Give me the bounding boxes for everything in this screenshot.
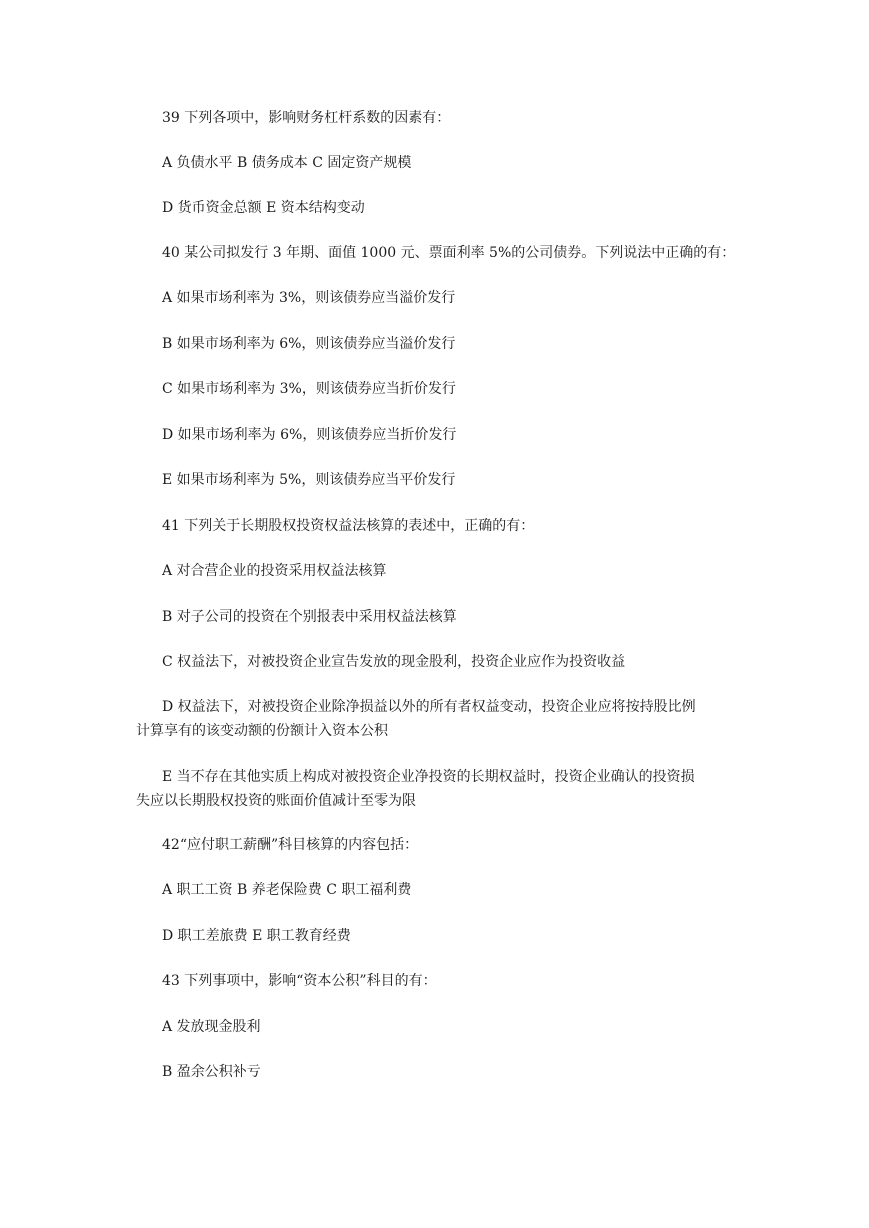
question-39-options-abc (162, 151, 766, 175)
question-40-option-c (162, 377, 766, 401)
text-line: C 如果市场利率为 3%，则该债券应当折价发行 (162, 381, 456, 397)
text-line: D 权益法下，对被投资企业除净损益以外的所有者权益变动，投资企业应将按持股比例 (162, 699, 696, 715)
question-39 (162, 106, 766, 130)
text-line: 失应以长期股权投资的账面价值减计至零为限 (136, 793, 416, 809)
text-line: 39 下列各项中，影响财务杠杆系数的因素有： (162, 110, 451, 126)
question-39-options-de (162, 196, 766, 220)
text-line: 42“应付职工薪酬”科目核算的内容包括： (162, 837, 419, 853)
text-line: D 职工差旅费 E 职工教育经费 (162, 928, 351, 944)
question-42-options-abc (162, 878, 766, 902)
text-line: A 负债水平 B 债务成本 C 固定资产规模 (162, 155, 412, 171)
question-42-options-de (162, 924, 766, 948)
text-line: B 盈余公积补亏 (162, 1064, 261, 1080)
question-43-option-b (162, 1060, 766, 1084)
text-line: D 如果市场利率为 6%，则该债券应当折价发行 (162, 427, 457, 443)
question-40 (162, 241, 766, 265)
text-line: 41 下列关于长期股权投资权益法核算的表述中，正确的有： (162, 518, 535, 534)
question-40-option-d (162, 423, 766, 447)
question-40-option-e (162, 468, 766, 492)
question-41 (162, 514, 766, 538)
text-line: A 对合营企业的投资采用权益法核算 (162, 563, 387, 579)
text-line: E 当不存在其他实质上构成对被投资企业净投资的长期权益时，投资企业确认的投资损 (162, 769, 695, 785)
text-line: 计算享有的该变动额的份额计入资本公积 (136, 723, 388, 739)
question-42 (162, 833, 766, 857)
question-41-option-b (162, 605, 766, 629)
question-43 (162, 969, 766, 993)
question-41-option-c (162, 650, 766, 674)
text-line: A 职工工资 B 养老保险费 C 职工福利费 (162, 882, 412, 898)
text-line: A 如果市场利率为 3%，则该债券应当溢价发行 (162, 290, 456, 306)
question-41-option-a (162, 559, 766, 583)
text-line: B 对子公司的投资在个别报表中采用权益法核算 (162, 609, 457, 625)
text-line: B 如果市场利率为 6%，则该债券应当溢价发行 (162, 336, 456, 352)
question-40-option-b (162, 332, 766, 356)
question-40-option-a (162, 286, 766, 310)
text-line: C 权益法下，对被投资企业宣告发放的现金股利，投资企业应作为投资收益 (162, 654, 626, 670)
question-43-option-a (162, 1015, 766, 1039)
text-line: 40 某公司拟发行 3 年期、面值 1000 元、票面利率 5%的公司债券。下列说法中正确的有： (162, 245, 736, 261)
text-line: E 如果市场利率为 5%，则该债券应当平价发行 (162, 472, 456, 488)
text-line: A 发放现金股利 (162, 1019, 261, 1035)
question-41-option-d (136, 695, 740, 743)
text-line: D 货币资金总额 E 资本结构变动 (162, 200, 365, 216)
text-line: 43 下列事项中，影响“资本公积”科目的有： (162, 973, 437, 989)
question-41-option-e (136, 765, 740, 813)
